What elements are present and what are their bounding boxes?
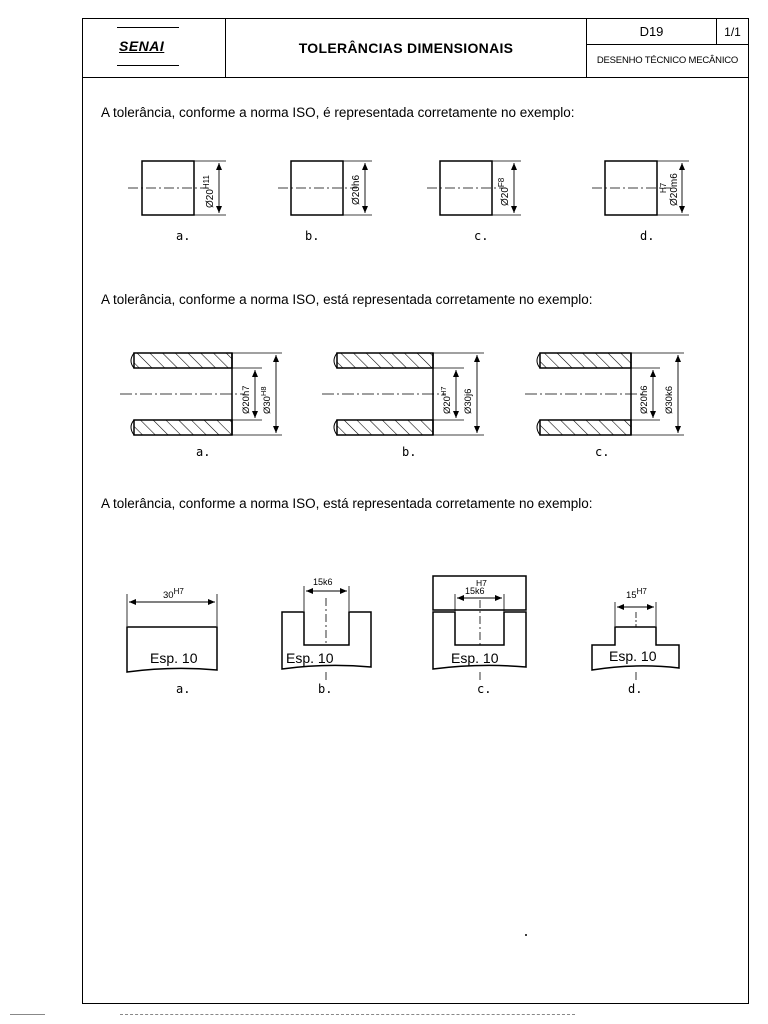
q3d-letter: d. [628,682,643,696]
q3-option-d[interactable] [592,587,679,696]
q2a-inner-label: Ø20h7 [241,385,252,414]
q2-option-c[interactable] [525,353,684,459]
q2c-inner-label: Ø20h6 [639,385,650,414]
q2-option-b[interactable] [322,353,484,459]
q3a-letter: a. [176,682,191,696]
q2a-outer-label: $Ø30^{H8}$ [259,386,273,414]
q2a-letter: a. [196,445,211,459]
q3b-part-label: Esp. 10 [286,650,334,666]
q2b-outer-label: Ø30j6 [463,388,474,414]
q3c-dimension-label: 15k6 [465,586,485,596]
q3a-part-label: Esp. 10 [150,650,198,666]
q1-option-a[interactable] [128,161,226,243]
scan-margin-mark [10,1014,45,1015]
question-3-text: A tolerância, conforme a norma ISO, está representada corretamente no exemplo: [101,496,593,511]
q3c-tolerance-above: H7 [476,578,487,588]
q3b-dimension-label: 15k6 [313,577,333,587]
q1-option-c[interactable] [427,161,521,243]
page-number: 1/1 [717,19,748,45]
q1-option-b[interactable] [278,161,372,243]
q1-option-d[interactable] [592,161,689,243]
q1a-tolerance-label: $Ø20^{H11}$ [202,175,216,208]
q1c-letter: c. [474,229,489,243]
q1c-tolerance-label: $Ø20^{F8}$ [497,177,511,206]
q2-option-a[interactable] [120,353,282,459]
q2c-letter: c. [595,445,610,459]
senai-logo: SENAI [119,38,165,54]
document-title: TOLERÂNCIAS DIMENSIONAIS [298,40,514,56]
q1d-tolerance-above: H7 [659,182,668,193]
q2b-inner-label: $Ø20^{H7}$ [439,386,453,414]
q2c-outer-label: Ø30k6 [664,386,675,414]
q2b-letter: b. [402,445,417,459]
q3-option-c[interactable] [433,576,526,696]
scan-speck [525,934,527,936]
q3c-part-label: Esp. 10 [451,650,499,666]
q3c-letter: c. [477,682,492,696]
q3-option-b[interactable] [282,577,371,696]
document-subtitle: DESENHO TÉCNICO MECÂNICO [596,55,739,66]
q1a-letter: a. [176,229,191,243]
q1b-tolerance-label: Ø20h6 [351,174,362,205]
q3a-dimension-label: $30^{H7}$ [163,587,184,601]
q1b-letter: b. [305,229,320,243]
question-2-text: A tolerância, conforme a norma ISO, está representada corretamente no exemplo: [101,292,593,307]
q3b-letter: b. [318,682,333,696]
scan-margin-mark [120,1014,575,1015]
q3d-dimension-label: $15^{H7}$ [626,587,647,601]
q1d-tolerance-label: Ø20m6 [669,173,680,206]
question-1-text: A tolerância, conforme a norma ISO, é representada corretamente no exemplo: [101,105,575,120]
q3-option-a[interactable] [127,587,217,696]
document-code: D19 [587,19,717,45]
q1d-letter: d. [640,229,655,243]
q3d-part-label: Esp. 10 [609,648,657,664]
